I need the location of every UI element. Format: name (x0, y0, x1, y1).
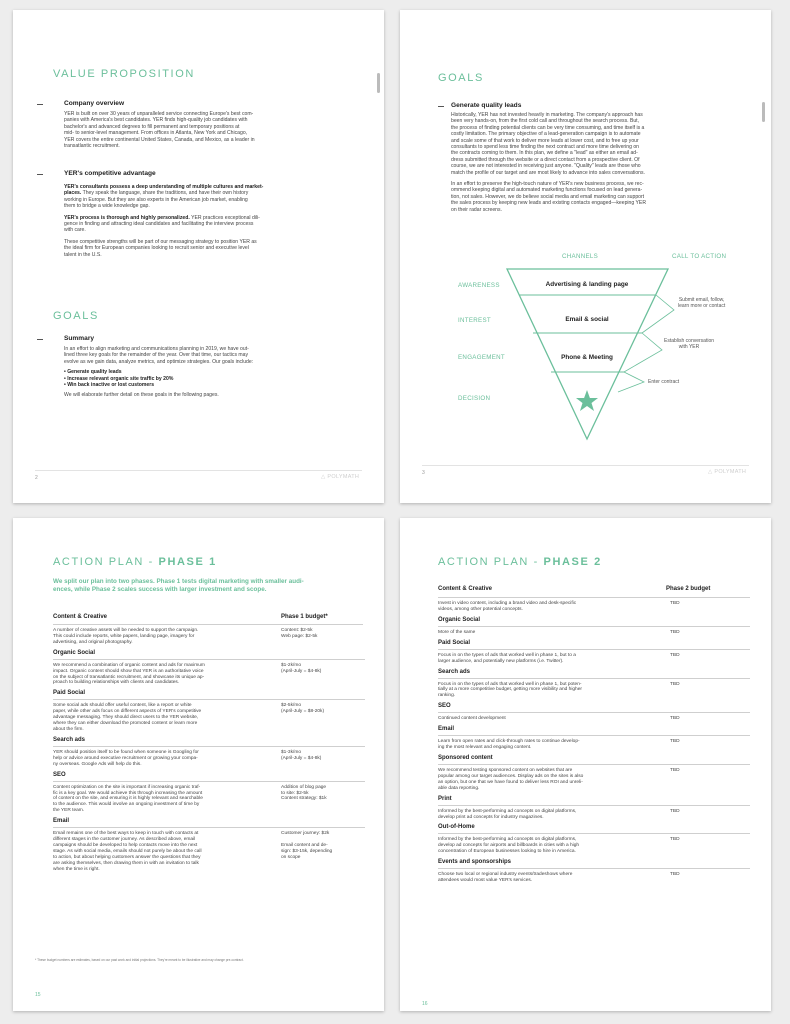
table-rule (53, 624, 363, 625)
col-header-content: Content & Creative (438, 586, 493, 592)
col-header-budget: Phase 1 budget* (281, 614, 328, 620)
stage-interest: INTEREST (458, 317, 491, 324)
scrollbar[interactable] (377, 73, 380, 93)
section-body: YER is built on over 30 years of unparalleled service connecting Europe's best com- panies with America's best candidates. YER finds high-quality job candidates with bachelor's and advanced degrees to fill permanent and temporary positions at mid- to senior-level management. From offices in Atlanta, New York and Chicago, YER covers the entire continental United States, Canada, and Mexico, as a leader in transatlantic recruitment. (64, 111, 255, 150)
funnel-diagram (400, 10, 771, 503)
table-row: We recommend testing sponsored content on websites that are popular among our target audiences. Display ads on the sites is also an option, but one that we have found to deliver less ROI and unreli- able data reporting. TBD (438, 767, 680, 791)
table-row: Email remains one of the best ways to keep in touch with contacts at different stages in the customer journey. As described above, email campaigns should be developed to help contacts move into the next stage. As with social media, emails should not purely be about the call to action, but about helping customers answer the questions that they are asking themselves, then drawing them in with an invitation to talk when the time is right. Customer journey: $2k Email content and de- sign: $3-15k, depending on scope (53, 831, 333, 872)
dash-marker (37, 174, 43, 175)
page-title: ACTION PLAN - PHASE 1 (53, 556, 217, 568)
stage-awareness: AWARENESS (458, 282, 500, 289)
summary-heading: Summary (64, 335, 95, 342)
table-row: More of the same TBD (438, 629, 680, 635)
table-row: Informed by the best-performing ad concepts on digital platforms, develop ad concepts for airports and billboards in cities with a high concentration of European businesses looking to hire in America. TBD (438, 837, 680, 855)
row-heading: SEO (438, 703, 451, 710)
row-heading: Organic Social (53, 649, 96, 656)
row-heading: Search ads (438, 668, 471, 675)
table-row: YER should position itself to be found when someone is Googling for help or advice around executive recruitment or growing your compa- ny overseas. Google Ads will help do this. $1-3k/mo (April-July = $4-8k) (53, 749, 322, 767)
polymath-logo: △ POLYMATH (708, 469, 747, 475)
page-value-proposition (13, 10, 384, 503)
summary-body: In an effort to align marketing and communications planning in 2019, we have out- lined three key goals for the remainder of the year. Over that time, our tactics may evolve as we gain data, analyze metrics, and optimize strategies. Our goals include: • Generate quality leads • Increase relevant organic site traffic by 20% • Win back inactive or lost customers We will elaborate further detail on these goals in the following pages. (64, 346, 254, 399)
row-heading: Events and sponsorships (438, 859, 512, 866)
intro-text: We split our plan into two phases. Phase 1 tests digital marketing with smaller audi- ences, while Phase 2 scales success with larger investment and scope. (53, 578, 304, 593)
section-heading: Company overview (64, 100, 125, 107)
table-row: Focus in on the types of ads that worked well in phase 1, but to a larger audience, and potentially new platforms (i.e. Twitter). TBD (438, 652, 680, 664)
stage-decision: DECISION (458, 395, 491, 402)
footnote: * These budget numbers are estimates, based on our past work and initial projections. They're meant to be illustrative and may change pre-contract. (35, 958, 244, 962)
footer-divider (422, 465, 749, 466)
stage-engagement: ENGAGEMENT (458, 354, 506, 361)
table-row: Informed by the best-performing ad concepts on digital platforms, develop print ad concepts for industry magazines. TBD (438, 808, 680, 820)
table-row: Learn from open rates and click-through rates to continue develop- ing the most relevant and engaging content. TBD (438, 739, 680, 751)
phase1-table (53, 628, 365, 872)
row-heading: Paid Social (438, 639, 471, 646)
page-title: ACTION PLAN - PHASE 2 (438, 556, 602, 568)
page-goals (400, 10, 771, 503)
table-row: Invest in video content, including a brand video and desk-specific videos, among other potential concepts. TBD (438, 601, 680, 612)
page-number: 15 (35, 992, 41, 998)
goals-title: GOALS (53, 310, 99, 322)
cta-enter-contract: Enter contract (648, 379, 680, 385)
table-row: Continued content development TBD (438, 716, 680, 722)
table-row: We recommend a combination of organic content and ads for maximum impact. Organic content should show that YER is an authoritative voice on the subject of transatlantic recruitment, and showcase its unique ap- proach to building relationships with clients and candidates. $1-2k/mo (April-July = $4-8k) (53, 662, 322, 686)
footer-divider (35, 470, 362, 471)
channel-email-social: Email & social (565, 316, 609, 323)
dash-marker (37, 104, 43, 105)
section-heading: YER's competitive advantage (64, 170, 156, 177)
row-heading: Email (438, 726, 455, 733)
table-row: Content optimization on the site is important if increasing organic traf- fic is a key goal. We would achieve this through increasing the amount of content on the site, and ensuring it is highly relevant and searchable to the audience. This would involve an ongoing investment of time by the YER team. Addition of blog page to site: $2-5k Content strategy: $1k (53, 784, 327, 814)
table-row: Choose two local or regional industry events/tradeshows where attendees would most value YER's services. TBD (438, 872, 680, 884)
table-row: Focus in on the types of ads that worked well in phase 1, but poten- tially at a more competitive budget, getting more visibility and higher ranking. TBD (438, 681, 680, 699)
page-action-plan-phase1 (13, 518, 384, 1011)
section-body: YER's consultants possess a deep understanding of multiple cultures and market- places. They speak the language, share the traditions, and have their own history working in Europe. But they are also experts in the American job market, enabling them to bridge a wide knowledge gap. YER's process is thorough and highly personalized. YER practices exceptional dili- gence in finding and attracting ideal candidates and facilitating the interview process with care. These competitive strengths will be part of our messaging strategy to position YER as the ideal firm for European companies looking to recruit senior and executive level talent in the U.S. (64, 184, 264, 258)
channel-advertising: Advertising & landing page (545, 281, 629, 288)
channels-label: CHANNELS (562, 253, 599, 260)
col-header-budget: Phase 2 budget (666, 586, 711, 592)
cta-label: CALL TO ACTION (672, 253, 727, 260)
page-number: 2 (35, 475, 38, 481)
table-rule (438, 597, 750, 598)
page-title: VALUE PROPOSITION (53, 68, 195, 80)
cta-bracket (618, 372, 644, 392)
section-body: Historically, YER has not invested heavily in marketing. The company's approach has been very hands-on, from the first cold call and throughout the search process. But, the process of finding potential clients can be very time consuming, and time itself is a costly limitation. The primary objective of a lead-generation campaign is to automate and scale some of that work to deliver more leads at lower cost, and to free up your consultants to spend less time finding the next contract and more time delivering on the contracts coming to them. In this plan, we define a "lead" as either an email ad- dress submitted through the website or a direct contact from a prospective client. Of course, we are not interested in receiving just anyone. "Quality" leads are those who match the profile of our target and are most likely to advance into sales conversations. In an effort to preserve the high-touch nature of YER's new business process, we rec- ommend keeping digital and automated marketing functions focused on lead genera- tion, not sales. However, we do believe social media and email marketing can support the sales process by keeping new leads and existing contacts engaged—keeping YER on their radar screens. (451, 112, 647, 213)
phase2-table (438, 601, 750, 884)
col-header-content: Content & Creative (53, 614, 108, 620)
row-heading: SEO (53, 771, 66, 778)
dash-marker (37, 339, 43, 340)
section-heading: Generate quality leads (451, 102, 522, 109)
row-heading: Email (53, 818, 70, 825)
cta-bracket (624, 333, 662, 372)
polymath-logo: △ POLYMATH (321, 474, 360, 480)
cta-submit-email: Submit email, follow, learn more or contact (678, 297, 726, 309)
row-heading: Search ads (53, 736, 86, 743)
row-heading: Out-of-Home (438, 824, 475, 831)
cta-establish-conversation: Establish conversation with YER (664, 338, 715, 350)
page-title: GOALS (438, 72, 484, 84)
star-icon (576, 390, 598, 411)
page-number: 3 (422, 470, 425, 476)
row-heading: Paid Social (53, 690, 86, 697)
page-action-plan-phase2 (400, 518, 771, 1011)
row-heading: Organic Social (438, 616, 481, 623)
table-row: Some social ads should offer useful content, like a report or white paper, while other ads focus on different aspects of YER's competitive advantage messaging. They should direct users to the YER website, where they can either download the promoted content or learn more about the firm. $2-5k/mo (April-July = $8-20k) (53, 703, 325, 732)
channel-phone-meeting: Phone & Meeting (561, 354, 613, 361)
row-heading: Print (438, 795, 452, 802)
row-heading: Sponsored content (438, 754, 493, 761)
table-row: A number of creative assets will be needed to support the campaign. This could include reports, white papers, landing page, imagery for advertising, and original photography. Content: $2-5k Web page: $2-5k (53, 628, 318, 645)
page-number: 16 (422, 1001, 428, 1007)
